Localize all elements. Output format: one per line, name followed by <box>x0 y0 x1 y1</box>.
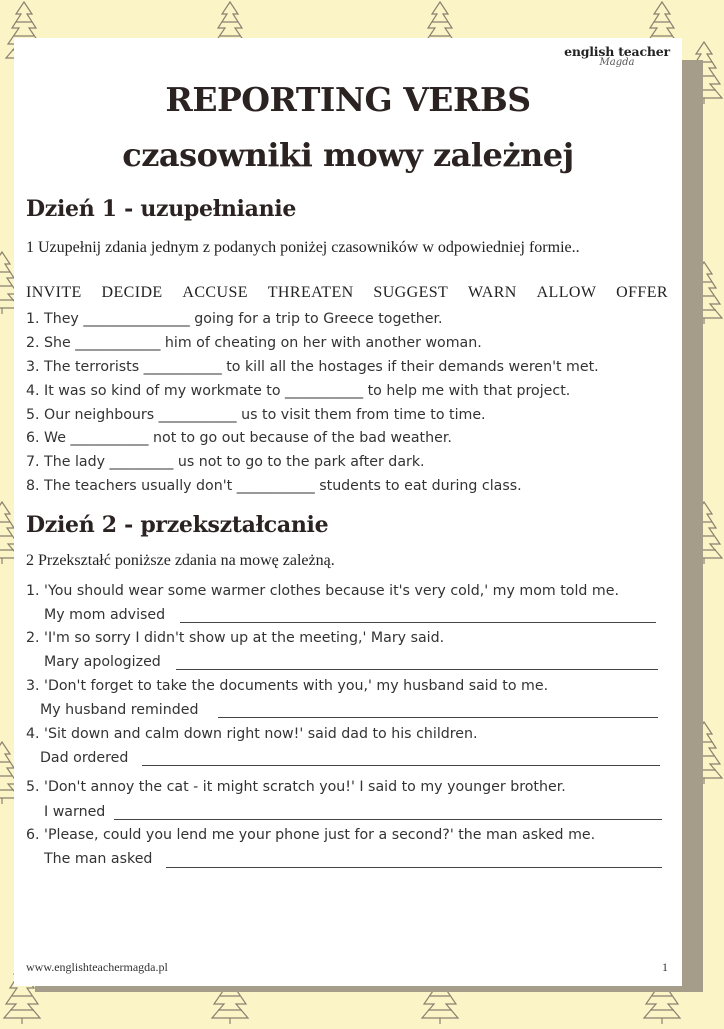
answer-line <box>176 668 658 670</box>
word-bank-item: OFFER <box>616 284 668 301</box>
answer-line <box>142 764 660 766</box>
fill-in-sentence: 1. They _______________ going for a trip to Greece together. <box>26 311 443 327</box>
fill-in-sentence: 2. She ____________ him of cheating on her with another woman. <box>26 335 482 351</box>
word-bank <box>26 284 668 302</box>
fill-in-sentence: 6. We ___________ not to go out because of the bad weather. <box>26 430 452 446</box>
fill-in-sentence: 5. Our neighbours ___________ us to visit them from time to time. <box>26 407 486 423</box>
answer-line <box>218 716 658 718</box>
word-bank-item: WARN <box>468 284 517 301</box>
section2-heading: Dzień 2 - przekształcanie <box>26 512 329 538</box>
answer-prefix: My mom advised <box>44 607 166 623</box>
transform-sentence: 5. 'Don't annoy the cat - it might scratch you!' I said to my younger brother. <box>26 779 566 795</box>
fill-in-sentence: 7. The lady _________ us not to go to the park after dark. <box>26 454 425 470</box>
answer-prefix: Dad ordered <box>40 750 129 766</box>
word-bank-item: INVITE <box>26 284 82 301</box>
transform-sentence: 6. 'Please, could you lend me your phone just for a second?' the man asked me. <box>26 827 596 843</box>
answer-prefix: My husband reminded <box>40 702 199 718</box>
section2-instruction: 2 Przekształć poniższe zdania na mowę zależną. <box>26 552 335 569</box>
fill-in-sentence: 8. The teachers usually don't ___________ students to eat during class. <box>26 478 522 494</box>
answer-prefix: I warned <box>44 804 106 820</box>
answer-line <box>114 818 662 820</box>
section1-instruction: 1 Uzupełnij zdania jednym z podanych poniżej czasowników w odpowiedniej formie.. <box>26 239 580 256</box>
word-bank-item: DECIDE <box>101 284 163 301</box>
footer-url: www.englishteachermagda.pl <box>26 960 168 974</box>
transform-sentence: 3. 'Don't forget to take the documents with you,' my husband said to me. <box>26 678 549 694</box>
section1-heading: Dzień 1 - uzupełnianie <box>26 196 297 222</box>
word-bank-item: THREATEN <box>267 284 354 301</box>
word-bank-item: ACCUSE <box>182 284 248 301</box>
transform-sentence: 1. 'You should wear some warmer clothes because it's very cold,' my mom told me. <box>26 583 619 599</box>
page-number: 1 <box>662 960 668 974</box>
page-subtitle: czasowniki mowy zależnej <box>122 136 574 174</box>
fill-in-sentence: 4. It was so kind of my workmate to ___________ to help me with that project. <box>26 383 571 399</box>
logo-text: english teacher <box>564 44 670 59</box>
word-bank-item: ALLOW <box>536 284 597 301</box>
answer-line <box>166 866 662 868</box>
answer-prefix: The man asked <box>44 851 153 867</box>
transform-sentence: 4. 'Sit down and calm down right now!' said dad to his children. <box>26 726 478 742</box>
brand-logo <box>562 44 672 68</box>
answer-prefix: Mary apologized <box>44 654 161 670</box>
transform-sentence: 2. 'I'm so sorry I didn't show up at the meeting,' Mary said. <box>26 630 445 646</box>
page-title: REPORTING VERBS <box>165 80 531 119</box>
worksheet-page <box>14 38 682 986</box>
logo-signature: Magda <box>599 57 635 68</box>
answer-line <box>180 621 656 623</box>
fill-in-sentence: 3. The terrorists ___________ to kill all the hostages if their demands weren't met. <box>26 359 599 375</box>
word-bank-item: SUGGEST <box>373 284 449 301</box>
